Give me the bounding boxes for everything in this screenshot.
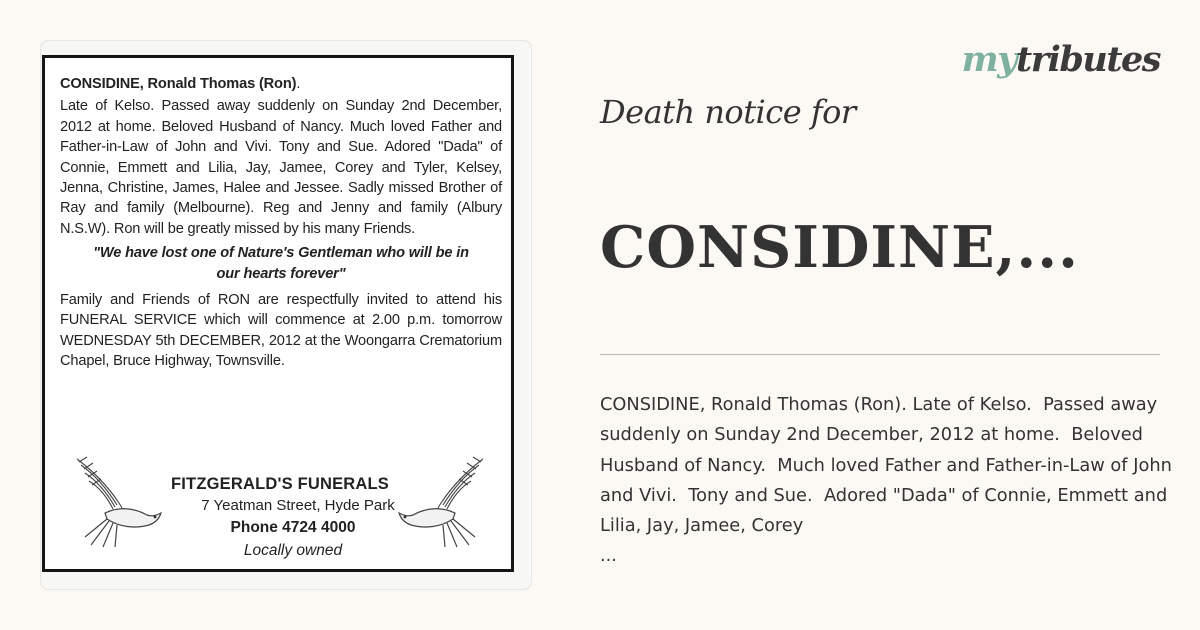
title-prefix: Death notice for — [600, 93, 856, 131]
advert-name: FITZGERALD'S FUNERALS — [170, 475, 390, 493]
brand-part-tributes: tributes — [1016, 39, 1160, 80]
brand-part-my: my — [961, 39, 1017, 80]
notice-heading-name: CONSIDINE, Ronald Thomas (Ron) — [60, 76, 297, 92]
advert-tagline: Locally owned — [243, 542, 343, 559]
notice-text — [60, 74, 502, 372]
mytributes-logo[interactable] — [960, 36, 1160, 84]
notice-heading-period: . — [296, 76, 301, 92]
funeral-director-advert — [75, 453, 485, 563]
deceased-name-title: CONSIDINE,... — [600, 214, 1079, 281]
notice-clipping — [40, 40, 532, 590]
advert-address: 7 Yeatman Street, Hyde Park — [201, 497, 395, 514]
notice-frame — [42, 55, 514, 572]
divider — [600, 354, 1160, 355]
notice-funeral-details: Family and Friends of RON are respectfully invited to attend his FUNERAL SERVICE which will commence at 2.00 p.m. tomorrow WEDNESDAY 5th DECEMBER, 2012 at the Woongarra Crematorium Chapel, Bruce Highway, Townsville. — [60, 292, 502, 370]
advert-phone: Phone 4724 4000 — [230, 519, 356, 536]
notice-quote: "We have lost one of Nature's Gentleman who will be in our hearts forever" — [93, 245, 469, 282]
notice-heading — [60, 74, 502, 94]
advert-text — [135, 473, 425, 563]
notice-excerpt: CONSIDINE, Ronald Thomas (Ron). Late of Kelso. Passed away suddenly on Sunday 2nd December, 2012 at home. Beloved Husband of Nancy. Much loved Father and Father-in-Law of John and Vivi. Tony and Sue. Adored "Dada" of Connie, Emmett and Lilia, Jay, Jamee, Corey ... — [600, 394, 1172, 567]
notice-paper — [41, 41, 531, 589]
notice-body: Late of Kelso. Passed away suddenly on Sunday 2nd December, 2012 at home. Beloved Husband of Nancy. Much loved Father and Father-in-Law of John and Vivi. Tony and Sue. Adored "Dada" of Connie, Emmett and Lilia, Jay, Jamee, Corey and Tyler, Kelsey, Jenna, Christine, James, Halee and Jessee. Sadly missed Brother of Ray and family (Melbourne). Reg and Jenny and family (Albury N.S.W). Ron will be greatly missed by his many Friends. — [60, 98, 502, 237]
dove-right-icon — [391, 453, 485, 549]
